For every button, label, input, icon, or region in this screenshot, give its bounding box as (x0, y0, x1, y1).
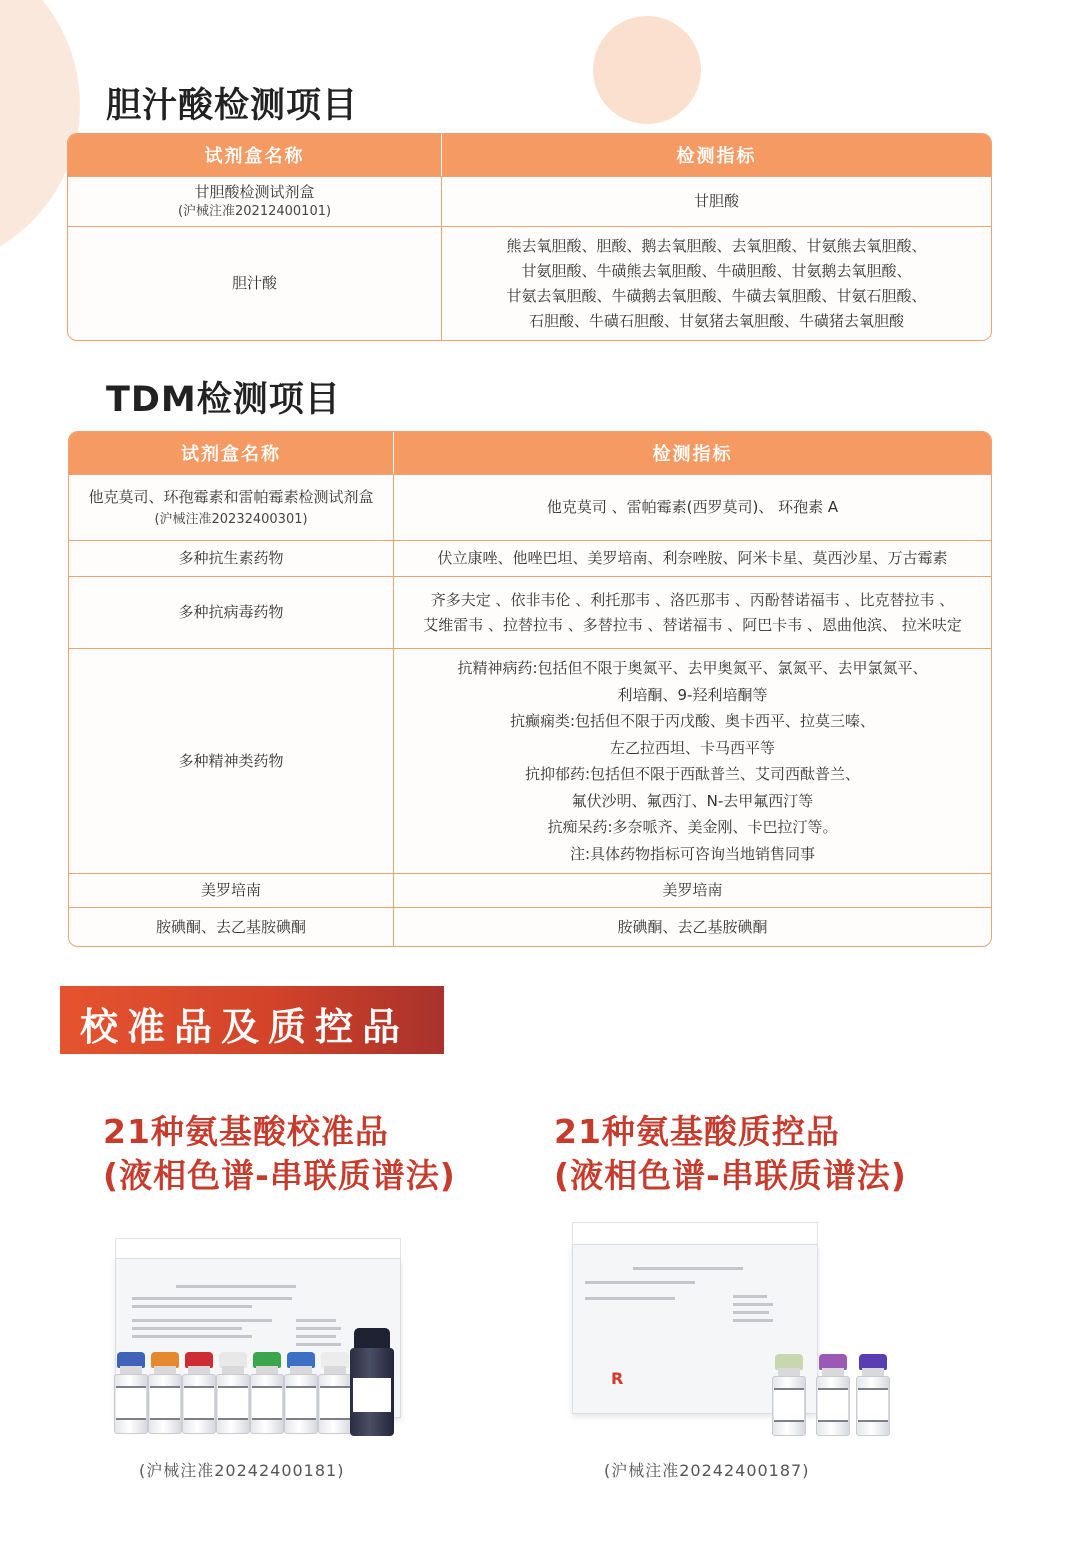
indicator-line: 美罗培南 (662, 881, 723, 899)
table-row (69, 907, 991, 946)
product-title-line: 21种氨基酸质控品 (554, 1112, 840, 1151)
indicator-line: 甘氨去氧胆酸、牛磺鹅去氧胆酸、牛磺去氧胆酸、甘氨石胆酸、 (506, 286, 927, 305)
table-row (69, 540, 991, 576)
vial (250, 1352, 284, 1436)
indicator-line: 熊去氧胆酸、胆酸、鹅去氧胆酸、去氧胆酸、甘氨熊去氧胆酸、 (506, 236, 927, 255)
indicator-line: 抗精神病药:包括但不限于奥氮平、去甲奥氮平、氯氮平、去甲氯氮平、 (457, 659, 928, 677)
tdm-table (68, 431, 992, 947)
indicator-line: 甘胆酸 (693, 192, 739, 210)
product-title-qc (554, 1110, 907, 1198)
decorative-circle-top (593, 16, 701, 124)
kit-registration: (沪械注准20232400301) (154, 512, 308, 527)
kit-name: 多种抗病毒药物 (178, 603, 284, 621)
vial (816, 1354, 850, 1438)
reagent-bottle (350, 1328, 394, 1436)
kit-name: 美罗培南 (200, 881, 261, 899)
indicator-cell (393, 907, 991, 946)
kit-cell (69, 576, 393, 648)
qc-product-photo (570, 1220, 900, 1448)
table-row (69, 474, 991, 540)
indicator-line: 注:具体药物指标可咨询当地销售同事 (569, 844, 816, 863)
vial (148, 1352, 182, 1436)
indicator-line: 利培酮、9-羟利培酮等 (617, 685, 768, 704)
product-title-line: (液相色谱-串联质谱法) (103, 1156, 456, 1195)
tdm-section-title: TDM检测项目 (106, 380, 341, 420)
indicator-line: 胺碘酮、去乙基胺碘酮 (617, 917, 768, 936)
product-registration-calibrator: (沪械注准20242400181) (139, 1461, 345, 1480)
vial (216, 1352, 250, 1436)
bile-acid-table (67, 133, 992, 341)
indicator-line: 艾维雷韦 、拉替拉韦 、多替拉韦 、替诺福韦 、阿巴卡韦 、恩曲他滨、 拉米呋定 (423, 615, 962, 634)
vial (318, 1352, 352, 1436)
indicator-line: 他克莫司 、雷帕霉素(西罗莫司)、 环孢素 A (546, 498, 839, 516)
kit-registration: (沪械注准20212400101) (177, 203, 332, 219)
indicator-line: 抗痴呆药:多奈哌齐、美金刚、卡巴拉汀等。 (547, 818, 838, 836)
indicator-cell (393, 576, 991, 648)
product-title-calibrator (103, 1110, 456, 1198)
table-row (69, 873, 991, 907)
vial (114, 1352, 148, 1436)
column-header-kit: 试剂盒名称 (68, 134, 441, 176)
indicator-cell (393, 648, 991, 873)
indicator-cell (393, 474, 991, 540)
banner-label: 校准品及质控品 (80, 1005, 410, 1049)
kit-cell (69, 907, 393, 946)
calibrator-qc-banner (60, 986, 444, 1054)
indicator-line: 抗抑郁药:包括但不限于西酞普兰、艾司西酞普兰、 (524, 765, 861, 783)
product-title-line: 21种氨基酸校准品 (103, 1112, 389, 1151)
indicator-line: 左乙拉西坦、卡马西平等 (609, 738, 775, 757)
table-row (68, 176, 991, 226)
product-title-line: (液相色谱-串联质谱法) (554, 1156, 907, 1195)
indicator-cell (393, 873, 991, 907)
table-row (68, 226, 991, 340)
indicator-line: 伏立康唑、他唑巴坦、美罗培南、利奈唑胺、阿米卡星、莫西沙星、万古霉素 (437, 549, 948, 567)
vial (284, 1352, 318, 1436)
column-header-indicators: 检测指标 (393, 432, 991, 474)
table-row (69, 648, 991, 873)
vial (182, 1352, 216, 1436)
kit-name: 甘胆酸检测试剂盒 (194, 182, 315, 201)
indicator-line: 甘氨胆酸、牛磺熊去氧胆酸、牛磺胆酸、甘氨鹅去氧胆酸、 (521, 261, 912, 280)
indicator-line: 氟伏沙明、氟西汀、N-去甲氟西汀等 (571, 791, 814, 810)
vial (856, 1354, 890, 1438)
indicator-line: 抗癫痫类:包括但不限于丙戊酸、奥卡西平、拉莫三嗪、 (509, 712, 876, 730)
product-registration-qc: (沪械注准20242400187) (604, 1461, 810, 1480)
vial (772, 1354, 806, 1438)
kit-name: 胆汁酸 (231, 274, 277, 292)
kit-cell (69, 540, 393, 576)
kit-name: 多种抗生素药物 (178, 549, 284, 567)
kit-name: 多种精神类药物 (178, 751, 284, 770)
table-row (69, 576, 991, 648)
kit-name: 胺碘酮、去乙基胺碘酮 (155, 917, 306, 936)
indicator-cell (441, 176, 991, 226)
indicator-line: 石胆酸、牛磺石胆酸、甘氨猪去氧胆酸、牛磺猪去氧胆酸 (528, 311, 904, 330)
column-header-kit: 试剂盒名称 (69, 432, 393, 474)
kit-cell (69, 648, 393, 873)
indicator-cell (393, 540, 991, 576)
kit-cell (69, 873, 393, 907)
kit-name: 他克莫司、环孢霉素和雷帕霉素检测试剂盒 (88, 488, 374, 506)
company-logo-icon: R (611, 1369, 624, 1388)
kit-cell (68, 176, 441, 226)
kit-cell (68, 226, 441, 340)
indicator-cell (441, 226, 991, 340)
table-header-row (69, 432, 991, 474)
column-header-indicators: 检测指标 (441, 134, 991, 176)
table-header-row (68, 134, 991, 176)
bile-acid-section-title: 胆汁酸检测项目 (106, 86, 359, 126)
kit-cell (69, 474, 393, 540)
indicator-line: 齐多夫定 、依非韦伦 、利托那韦 、洛匹那韦 、丙酚替诺福韦 、比克替拉韦 、 (430, 590, 955, 609)
calibrator-product-photo (108, 1232, 408, 1447)
